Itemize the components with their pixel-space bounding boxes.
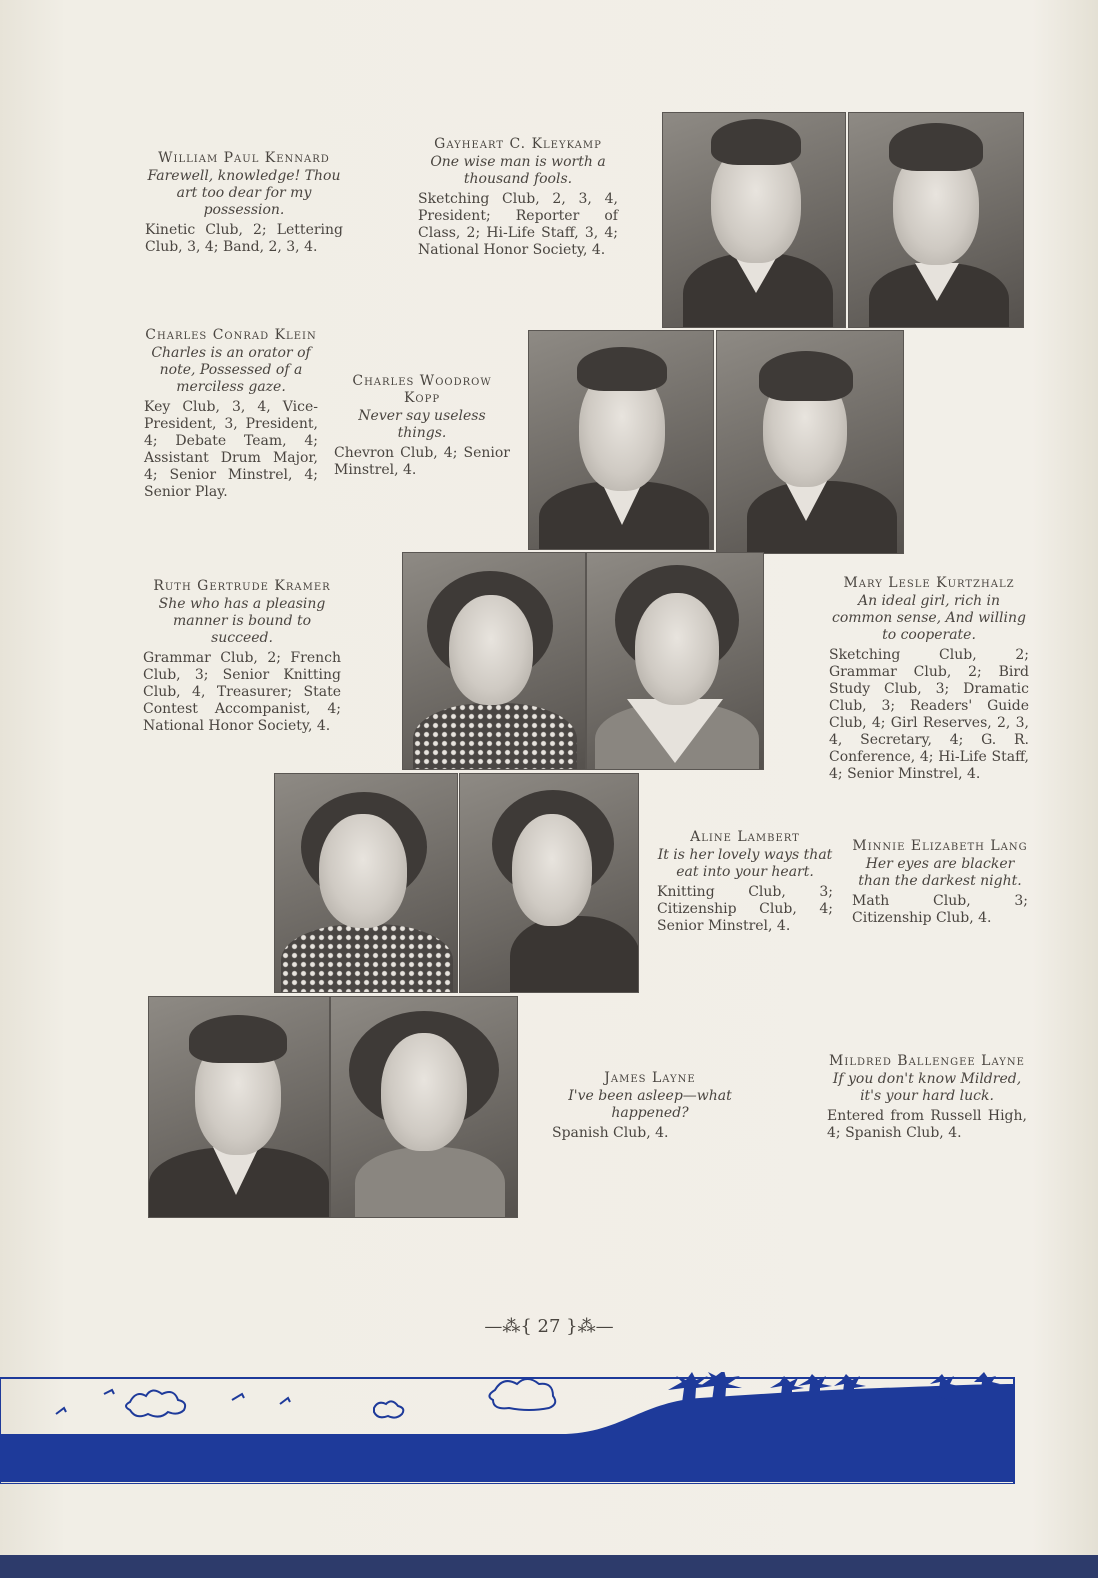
entry-mildred-layne <box>827 1053 1027 1142</box>
bird-icon <box>56 1408 66 1414</box>
student-name: Mildred Ballengee Layne <box>829 1053 1025 1069</box>
page-number <box>0 1316 1098 1337</box>
portrait-kurtzhalz <box>586 552 764 770</box>
student-activities: Sketching Club, 2, 3, 4, President; Reporter of Class, 2; Hi-Life Staff, 3, 4; National Honor Society, 4. <box>418 191 618 258</box>
student-name: Aline Lambert <box>690 829 800 845</box>
student-quote: She who has a pleasing manner is bound to succeed. <box>158 596 326 646</box>
portrait-mildred-layne <box>330 996 518 1218</box>
student-quote: Farewell, knowledge! Thou art too dear for my possession. <box>147 168 341 218</box>
portrait-kleykamp <box>848 112 1024 328</box>
student-name: Gayheart C. Kleykamp <box>434 136 602 152</box>
entry-kurtzhalz <box>829 575 1029 783</box>
entry-james-layne <box>552 1070 748 1142</box>
student-name: Minnie Elizabeth Lang <box>852 838 1028 854</box>
banner-hill <box>0 1384 1014 1482</box>
student-quote: An ideal girl, rich in common sense, And willing to cooperate. <box>832 593 1026 643</box>
bird-icon <box>280 1398 290 1404</box>
student-name: Ruth Gertrude Kramer <box>153 578 331 594</box>
student-name: James Layne <box>604 1070 696 1086</box>
student-activities: Sketching Club, 2; Grammar Club, 2; Bird Study Club, 3; Dramatic Club, 3; Readers' Guide Club, 4; Girl Reserves, 2, 3, 4, Secretary, 4; G. R. Conference, 4; Hi-Life Staff, 4; Senior Minstrel, 4. <box>829 647 1029 782</box>
cloud-icon <box>489 1379 555 1410</box>
ornament-left: —⁂{ <box>484 1316 538 1337</box>
student-activities: Grammar Club, 2; French Club, 3; Senior Knitting Club, 4, Treasurer; State Contest Accompanist, 4; National Honor Society, 4. <box>143 650 341 734</box>
page-number-value: 27 <box>537 1316 561 1337</box>
student-name: Mary Lesle Kurtzhalz <box>843 575 1015 591</box>
portrait-klein <box>528 330 714 550</box>
student-quote: Charles is an orator of note, Possessed of a merciless gaze. <box>151 345 311 395</box>
student-quote: One wise man is worth a thousand fools. <box>430 154 606 187</box>
portrait-james-layne <box>148 996 330 1218</box>
student-activities: Kinetic Club, 2; Lettering Club, 3, 4; Band, 2, 3, 4. <box>145 222 343 255</box>
cloud-icon <box>126 1390 185 1416</box>
student-quote: Never say useless things. <box>358 408 486 441</box>
student-activities: Spanish Club, 4. <box>552 1125 669 1141</box>
student-quote: Her eyes are blacker than the darkest night. <box>858 856 1022 889</box>
student-quote: If you don't know Mildred, it's your hard luck. <box>832 1071 1022 1104</box>
student-name: Charles Conrad Klein <box>145 327 317 343</box>
ornament-right: }⁂— <box>560 1316 614 1337</box>
student-quote: It is her lovely ways that eat into your heart. <box>657 847 833 880</box>
student-activities: Math Club, 3; Citizenship Club, 4. <box>852 893 1028 926</box>
portrait-kopp <box>716 330 904 554</box>
entry-kennard <box>145 150 343 256</box>
entry-kleykamp <box>418 136 618 259</box>
portrait-kennard <box>662 112 846 328</box>
entry-lang <box>852 838 1028 927</box>
student-name: William Paul Kennard <box>158 150 330 166</box>
bird-icon <box>104 1390 114 1394</box>
student-activities: Entered from Russell High, 4; Spanish Club, 4. <box>827 1108 1027 1141</box>
student-activities: Knitting Club, 3; Citizenship Club, 4; Senior Minstrel, 4. <box>657 884 833 934</box>
student-activities: Chevron Club, 4; Senior Minstrel, 4. <box>334 445 510 478</box>
portrait-kramer <box>402 552 586 770</box>
student-quote: I've been asleep—what happened? <box>568 1088 732 1121</box>
entry-klein <box>144 327 318 501</box>
landscape-banner <box>0 1372 1018 1484</box>
bird-icon <box>232 1394 244 1400</box>
entry-kramer <box>143 578 341 735</box>
portrait-lang <box>459 773 639 993</box>
clouds <box>126 1379 555 1418</box>
cloud-icon <box>374 1401 403 1417</box>
entry-lambert <box>657 829 833 935</box>
student-name: Charles Woodrow Kopp <box>352 373 492 406</box>
portrait-lambert <box>274 773 458 993</box>
scan-edge-strip <box>0 1555 1098 1578</box>
entry-kopp <box>334 373 510 479</box>
student-activities: Key Club, 3, 4, Vice-President, 3, President, 4; Debate Team, 4; Assistant Drum Major, 4; Senior Minstrel, 4; Senior Play. <box>144 399 318 500</box>
